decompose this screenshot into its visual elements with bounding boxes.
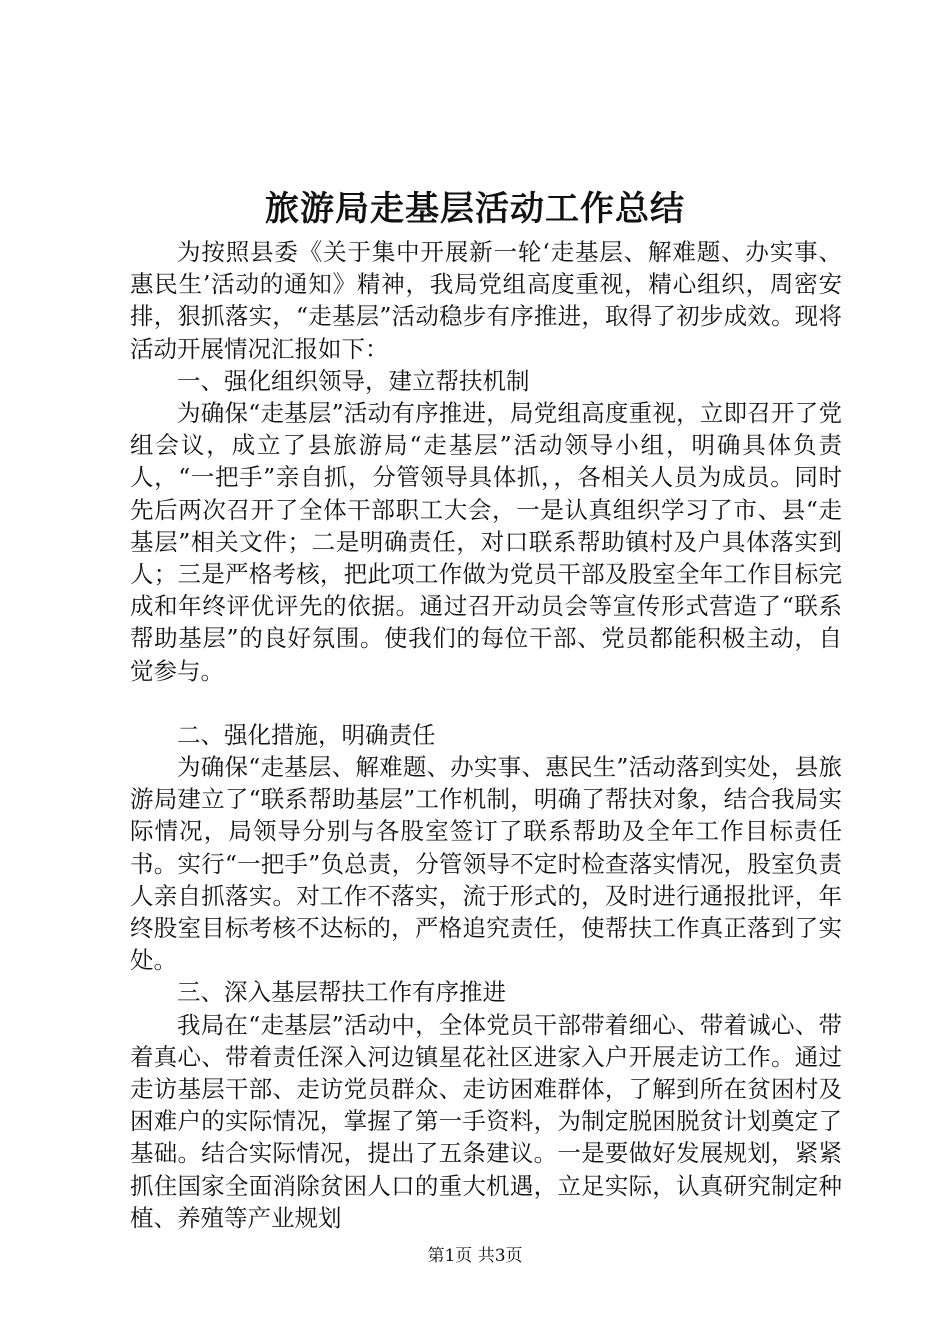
section-1-paragraph: 为确保“走基层”活动有序推进，局党组高度重视，立即召开了党组会议，成立了县旅游局“走基层”活动领导小组，明确具体负责人，“一把手”亲自抓，分管领导具体抓，，各相关人员为成员。同时先后两次召开了全体干部职工大会，一是认真组织学习了市、县“走基层”相关文件；二是明确责任，对口联系帮助镇村及户具体落实到人；三是严格考核，把此项工作做为党员干部及股室全年工作目标完成和年终评优评先的依据。通过召开动员会等宣传形式营造了“联系帮助基层”的良好氛围。使我们的每位干部、党员都能积极主动，自觉参与。: [130, 399, 842, 685]
section-heading-3: 三、深入基层帮扶工作有序推进: [177, 978, 506, 1007]
intro-paragraph: 为按照县委《关于集中开展新一轮‘走基层、解难题、办实事、惠民生’活动的通知》精神，我局党组高度重视，精心组织，周密安排，狠抓落实，“走基层”活动稳步有序推进，取得了初步成效。现将活动开展情况汇报如下：: [130, 238, 842, 363]
paragraph-gap: [130, 687, 842, 719]
section-3-paragraph: 我局在“走基层”活动中，全体党员干部带着细心、带着诚心、带着真心、带着责任深入河边镇星花社区进家入户开展走访工作。通过走访基层干部、走访党员群众、走访困难群体，了解到所在贫困村及困难户的实际情况，掌握了第一手资料，为制定脱困脱贫计划奠定了基础。结合实际情况，提出了五条建议。一是要做好发展规划，紧紧抓住国家全面消除贫困人口的重大机遇，立足实际，认真研究制定种植、养殖等产业规划: [130, 1010, 842, 1232]
page-footer: 第1页 共3页: [427, 1246, 523, 1266]
section-2-paragraph: 为确保“走基层、解难题、办实事、惠民生”活动落到实处，县旅游局建立了“联系帮助基层”工作机制，明确了帮扶对象，结合我局实际情况，局领导分别与各股室签订了联系帮助及全年工作目标责任书。实行“一把手”负总责，分管领导不定时检查落实情况，股室负责人亲自抓落实。对工作不落实，流于形式的，及时进行通报批评，年终股室目标考核不达标的，严格追究责任，使帮扶工作真正落到了实处。: [130, 753, 842, 975]
document-body: [130, 236, 842, 1234]
section-heading-2: 二、强化措施，明确责任: [177, 720, 436, 749]
document-title: 旅游局走基层活动工作总结: [265, 189, 685, 229]
section-heading-1: 一、强化组织领导，建立帮扶机制: [177, 366, 530, 395]
